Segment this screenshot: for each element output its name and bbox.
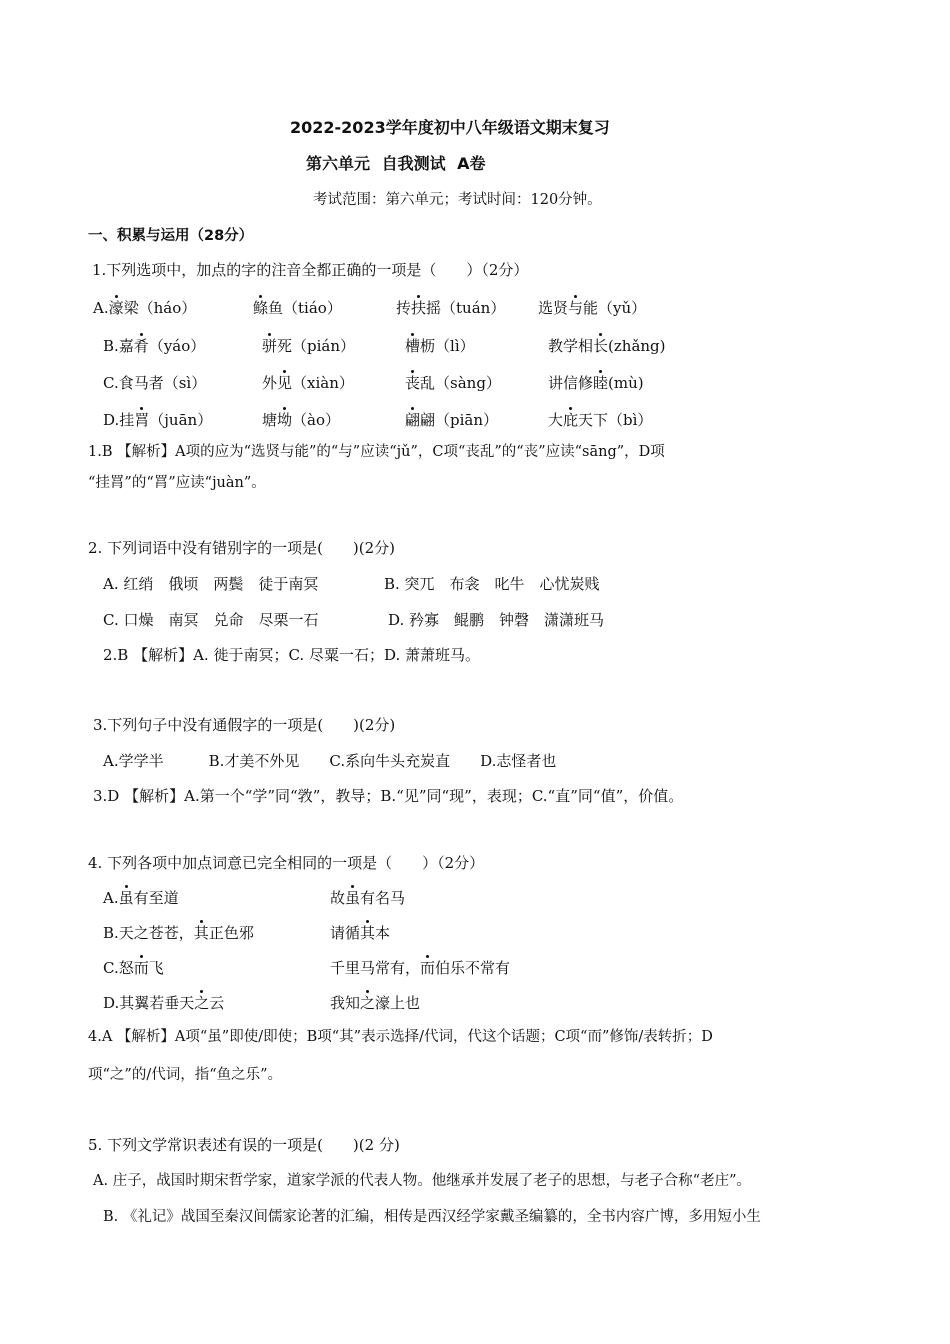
emphasis-dot-char: 庇 [563, 411, 579, 429]
q4-option-d-left [103, 993, 224, 1013]
emphasis-dot-char: 濠 [108, 299, 124, 317]
q1-option-c-word1 [103, 373, 206, 393]
text: 枥（lì） [420, 337, 475, 355]
question-4-answer: 4.A 【解析】A项“虽”即使/即使；B项“其”表示选择/代词，代这个话题；C项“而”修饰/表转折；D [88, 1029, 713, 1045]
emphasis-dot-char: 坳 [277, 411, 293, 429]
text: （xiàn） [292, 374, 354, 392]
text: 教学相 [548, 337, 594, 355]
text: 伯乐不常有 [435, 959, 511, 977]
text: A. [103, 889, 119, 907]
q4-option-b-right [330, 923, 390, 943]
question-2-option-c: C. 口燥 南冥 兑命 尽栗一石 [103, 611, 319, 629]
question-5-stem: 5. 下列文学常识表述有误的一项是( )(2 分) [88, 1136, 400, 1154]
text: 有至道 [133, 889, 179, 907]
q1-option-c-word2 [262, 373, 354, 393]
page-title: 2022-2023学年度初中八年级语文期末复习 [290, 118, 610, 137]
text: 乱（sàng） [420, 374, 501, 392]
text: 摇（tuán） [426, 299, 506, 317]
text: 请循 [330, 924, 361, 942]
question-1-answer: 1.B 【解析】A项的应为“选贤与能”的“与”应读“jǔ”，C项“丧乱”的“丧”应读“sāng”，D项 [88, 444, 665, 460]
emphasis-dot-char: 其 [193, 924, 209, 942]
text: 翩（piān） [420, 411, 499, 429]
question-2-option-d: D. 矜寡 鲲鹏 钟磬 潇潇班马 [388, 611, 605, 629]
q4-option-a-left [103, 888, 179, 908]
section-heading: 一、积累与运用（28分） [88, 228, 254, 244]
emphasis-dot-char: 长 [593, 337, 609, 355]
q1-option-a-word2 [253, 298, 342, 318]
text: 能（yǔ） [583, 299, 647, 317]
text: 抟 [396, 299, 412, 317]
question-1-answer-cont: “挂罥”的“罥”应读“juàn”。 [88, 475, 266, 491]
text: D.挂 [103, 411, 135, 429]
emphasis-dot-char: 而 [420, 959, 436, 977]
text: 塘 [262, 411, 278, 429]
text: 梁（háo） [123, 299, 197, 317]
emphasis-dot-char: 翩 [405, 411, 421, 429]
text: 千里马常有， [330, 959, 421, 977]
text: (mù) [608, 374, 644, 392]
text: 死（pián） [277, 337, 356, 355]
text: A. [93, 299, 109, 317]
q1-option-a-word4 [538, 298, 646, 318]
emphasis-dot-char: 虽 [345, 889, 361, 907]
emphasis-dot-char: 见 [277, 374, 293, 392]
question-3-stem: 3.下列句子中没有通假字的一项是( )(2分) [93, 716, 396, 734]
question-2-answer: 2.B 【解析】A. 徙于南冥；C. 尽粟一石；D. 萧萧班马。 [103, 646, 480, 664]
q4-option-a-right [330, 888, 405, 908]
text: 鱼（tiáo） [268, 299, 342, 317]
q1-option-d-word4 [548, 410, 652, 430]
text: 故 [330, 889, 346, 907]
text: （ào） [292, 411, 341, 429]
emphasis-dot-char: 之 [360, 994, 376, 1012]
text: （juān） [149, 411, 213, 429]
emphasis-dot-char: 之 [194, 994, 210, 1012]
emphasis-dot-char: 肴 [133, 337, 149, 355]
text: B.嘉 [103, 337, 134, 355]
q1-option-c-word4 [548, 373, 644, 393]
q1-option-b-word4 [548, 336, 666, 356]
text: 飞 [148, 959, 164, 977]
q1-option-c-word3 [405, 373, 501, 393]
q1-option-d-word2 [262, 410, 340, 430]
text: 有名马 [360, 889, 406, 907]
text: (zhǎng) [608, 337, 666, 355]
question-2-stem: 2. 下列词语中没有错别字的一项是( )(2分) [88, 539, 396, 557]
emphasis-dot-char: 丧 [405, 374, 421, 392]
q1-option-d-word3 [405, 410, 498, 430]
text: 讲信修 [548, 374, 594, 392]
page-subtitle: 第六单元 自我测试 A卷 [306, 154, 486, 173]
question-2-option-b: B. 突兀 布衾 叱牛 心忧炭贱 [384, 575, 600, 593]
text: B.天之苍苍， [103, 924, 194, 942]
emphasis-dot-char: 槽 [405, 337, 421, 355]
q1-option-d-word1 [103, 410, 212, 430]
q1-option-a-word3 [396, 298, 505, 318]
text: 本 [375, 924, 391, 942]
q4-option-c-left [103, 958, 164, 978]
q4-option-c-right [330, 958, 510, 978]
q1-option-b-word2 [262, 336, 355, 356]
text: 正色邪 [208, 924, 254, 942]
emphasis-dot-char: 睦 [593, 374, 609, 392]
question-3-answer: 3.D 【解析】A.第一个“学”同“敩”，教导；B.“见”同“现”，表现；C.“直”同“值”，价值。 [93, 787, 684, 805]
question-3-options: A.学学半 B.才美不外见 C.系向牛头充炭直 D.志怪者也 [103, 752, 557, 770]
exam-info: 考试范围：第六单元；考试时间：120分钟。 [313, 192, 602, 208]
q1-option-a-word1 [93, 298, 196, 318]
text: 我知 [330, 994, 361, 1012]
emphasis-dot-char: 罥 [134, 411, 150, 429]
emphasis-dot-char: 骈 [262, 337, 278, 355]
question-5-option-b: B. 《礼记》战国至秦汉间儒家论著的汇编，相传是西汉经学家戴圣编纂的，全书内容广博，多用短小生 [103, 1209, 761, 1225]
text: D.其翼若垂天 [103, 994, 195, 1012]
text: 选贤 [538, 299, 569, 317]
text: 外 [262, 374, 278, 392]
text: （sì） [163, 374, 207, 392]
q4-option-b-left [103, 923, 254, 943]
text: 云 [209, 994, 225, 1012]
text: 天下（bì） [578, 411, 653, 429]
text: C.食马者 [103, 374, 164, 392]
q1-option-b-word1 [103, 336, 205, 356]
question-4-stem: 4. 下列各项中加点词意已完全相同的一项是（ ）（2分） [88, 854, 485, 872]
q1-option-b-word3 [405, 336, 475, 356]
question-4-answer-cont: 项“之”的/代词，指“鱼之乐”。 [88, 1067, 283, 1083]
emphasis-dot-char: 与 [568, 299, 584, 317]
emphasis-dot-char: 而 [133, 959, 149, 977]
question-5-option-a: A. 庄子，战国时期宋哲学家，道家学派的代表人物。他继承并发展了老子的思想，与老子合称“老庄”。 [93, 1173, 752, 1189]
question-2-option-a: A. 红绡 俄顷 两鬓 徒于南冥 [103, 575, 319, 593]
emphasis-dot-char: 扶 [411, 299, 427, 317]
question-1-stem: 1.下列选项中，加点的字的注音全都正确的一项是（ ）（2分） [92, 261, 529, 279]
text: 大 [548, 411, 564, 429]
text: 濠上也 [375, 994, 421, 1012]
text: C.怒 [103, 959, 134, 977]
emphasis-dot-char: 其 [360, 924, 376, 942]
emphasis-dot-char: 虽 [118, 889, 134, 907]
q4-option-d-right [330, 993, 420, 1013]
text: （yáo） [148, 337, 206, 355]
emphasis-dot-char: 鲦 [253, 299, 269, 317]
